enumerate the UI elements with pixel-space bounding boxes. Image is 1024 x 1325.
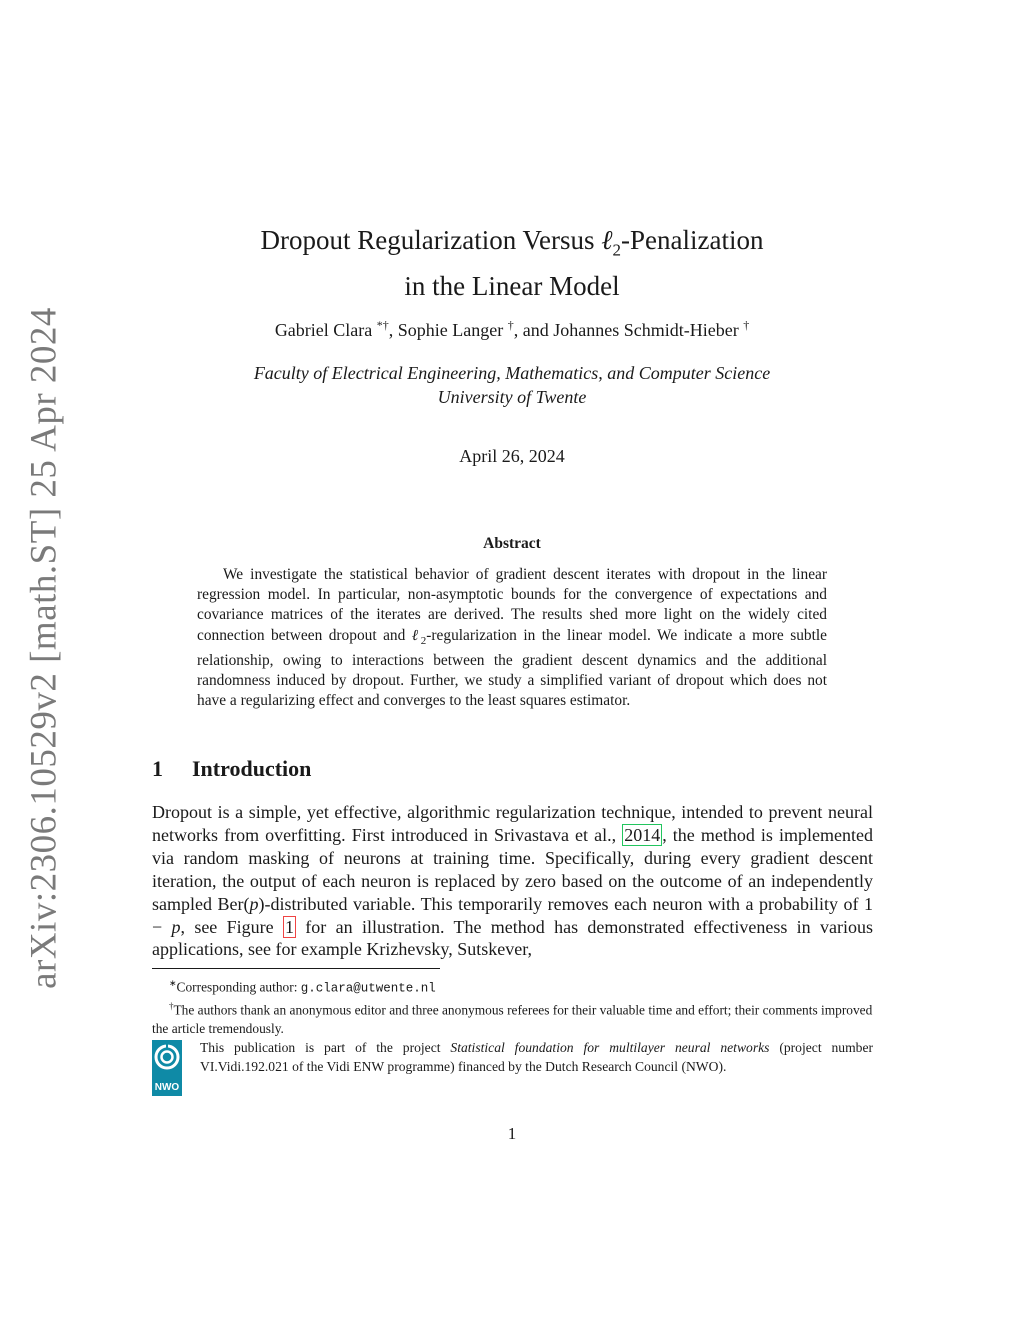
- funding-note: [152, 1038, 873, 1098]
- nwo-logo-icon: [152, 1040, 182, 1096]
- funding-text: This publication is part of the project Statistical foundation for multilayer neural networks (project number VI.Vidi.192.021 of the Vidi ENW programme) financed by the Dutch Research Council (NWO).: [200, 1040, 874, 1074]
- introduction-paragraph: Dropout is a simple, yet effective, algorithmic regularization technique, intended to prevent neural networks from overfitting. First introduced in Srivastava et al., 2014 , the method is implemented via random masking of neurons at training time. Specifically, during every gradient descent iteration, the output of each neuron is replaced by zero based on the outcome of an independently sampled Ber(p)-distributed variable. This temporarily removes each neuron with a probability of 1 − p, see Figure 1 for an illustration. The method has demonstrated effectiveness in various applications, see for example Krizhevsky, Sutskever,: [152, 802, 874, 960]
- publication-date: April 26, 2024: [459, 446, 565, 466]
- figure-ref-link[interactable]: 1: [284, 916, 294, 937]
- title-line-1: Dropout Regularization Versus ℓ$_2$-Penalization: [260, 225, 764, 260]
- section-number: 1: [152, 756, 163, 781]
- affiliation-faculty: Faculty of Electrical Engineering, Mathematics, and Computer Science: [253, 363, 771, 383]
- footnotes: [152, 974, 873, 1038]
- footnote-corresponding: ∗Corresponding author: g.clara@utwente.nl: [169, 978, 436, 996]
- arxiv-identifier[interactable]: arXiv:2306.10529v2 [math.ST] 25 Apr 2024: [23, 307, 65, 989]
- footnote-acknowledgement: †The authors thank an anonymous editor and three anonymous referees for their valuable time and effort; their comments improved the article tremendously.: [152, 1001, 873, 1036]
- section-heading-introduction: [152, 756, 311, 782]
- paper-title: [150, 222, 874, 304]
- section-title: Introduction: [192, 756, 312, 781]
- citation-link-2014[interactable]: 2014: [624, 824, 661, 845]
- abstract-heading: Abstract: [483, 535, 541, 552]
- title-line-2: in the Linear Model: [404, 271, 620, 302]
- affiliation: [150, 361, 874, 409]
- page-number: 1: [507, 1124, 517, 1143]
- affiliation-university: University of Twente: [437, 387, 587, 407]
- author-list: Gabriel Clara *†, Sophie Langer †, and Johannes Schmidt-Hieber †: [274, 318, 750, 340]
- svg-text:NWO: NWO: [154, 1082, 180, 1093]
- email-link[interactable]: g.clara@utwente.nl: [300, 981, 436, 996]
- abstract-text: We investigate the statistical behavior of gradient descent iterates with dropout in the linear regression model. In particular, non-asymptotic bounds for the convergence of expectations and covariance matrices of the iterates are derived. The results shed more light on the widely cited connection between dropout and ℓ$_2$-regularization in the linear model. We indicate a more subtle relationship, owing to interactions between the gradient descent dynamics and the additional randomness induced by dropout. Further, we study a simplified variant of dropout which does not have a regularizing effect and converges to the least squares estimator.: [197, 566, 827, 710]
- footnote-divider: [152, 968, 440, 969]
